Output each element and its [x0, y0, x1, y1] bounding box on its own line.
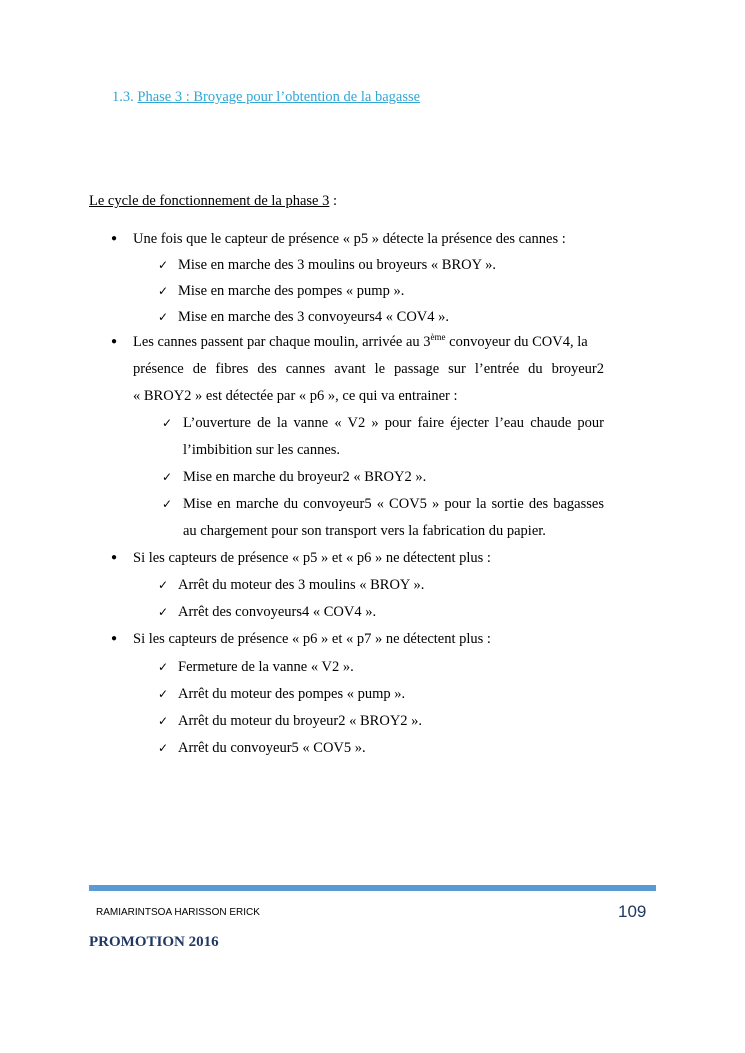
check-1-3: Mise en marche des 3 convoyeurs4 « COV4 ». [178, 309, 450, 325]
checkmark-icon: ✓ [158, 310, 169, 324]
check-2-3-line-2: au chargement pour son transport vers la fabrication du papier. [183, 523, 546, 539]
check-3-2: Arrêt des convoyeurs4 « COV4 ». [178, 604, 377, 620]
check-2-3-line-1: Mise en marche du convoyeur5 « COV5 » pour la sortie des bagasses [183, 496, 604, 512]
page-number: 109 [618, 902, 647, 921]
bullet-2-line-3: « BROY2 » est détectée par « p6 », ce qui va entrainer : [133, 388, 458, 404]
bullet-2-line-1: Les cannes passent par chaque moulin, arrivée au 3ème convoyeur du COV4, la [133, 332, 588, 350]
footer-promotion: PROMOTION 2016 [89, 934, 219, 950]
bullet-2-line-2: présence de fibres des cannes avant le passage sur l’entrée du broyeur2 [133, 361, 604, 377]
checkmark-icon: ✓ [158, 605, 169, 619]
footer-author: RAMIARINTSOA HARISSON ERICK [96, 907, 260, 918]
checkmark-icon: ✓ [158, 284, 169, 298]
check-2-1-line-1: L’ouverture de la vanne « V2 » pour faire éjecter l’eau chaude pour [183, 415, 604, 431]
check-4-3: Arrêt du moteur du broyeur2 « BROY2 ». [178, 713, 423, 729]
checkmark-icon: ✓ [162, 416, 173, 430]
check-4-4: Arrêt du convoyeur5 « COV5 ». [178, 740, 366, 756]
check-1-2: Mise en marche des pompes « pump ». [178, 283, 405, 299]
section-number: 1.3. [112, 89, 134, 105]
bullet-4-text: Si les capteurs de présence « p6 » et « p7 » ne détectent plus : [133, 631, 491, 647]
checkmark-icon: ✓ [158, 578, 169, 592]
bullet-3-text: Si les capteurs de présence « p5 » et « p6 » ne détectent plus : [133, 550, 491, 566]
ordinal-superscript: ème [430, 332, 446, 342]
section-heading [112, 89, 420, 106]
intro-suffix: : [329, 193, 338, 209]
checkmark-icon: ✓ [158, 258, 169, 272]
bullet-icon: ● [111, 336, 118, 347]
bullet-1-text: Une fois que le capteur de présence « p5 » détecte la présence des cannes : [133, 231, 566, 247]
check-2-1-line-2: l’imbibition sur les cannes. [183, 442, 341, 458]
check-4-2: Arrêt du moteur des pompes « pump ». [178, 686, 406, 702]
footer-divider [89, 885, 656, 891]
checkmark-icon: ✓ [162, 470, 173, 484]
checkmark-icon: ✓ [162, 497, 173, 511]
check-4-1: Fermeture de la vanne « V2 ». [178, 659, 354, 675]
checkmark-icon: ✓ [158, 714, 169, 728]
check-1-1: Mise en marche des 3 moulins ou broyeurs « BROY ». [178, 257, 497, 273]
intro-underlined: Le cycle de fonctionnement de la phase 3 [89, 193, 330, 209]
checkmark-icon: ✓ [158, 660, 169, 674]
checkmark-icon: ✓ [158, 741, 169, 755]
intro-line [89, 193, 337, 210]
bullet-icon: ● [111, 552, 118, 563]
section-title-link[interactable]: Phase 3 : Broyage pour l’obtention de la bagasse [137, 89, 421, 105]
bullet-icon: ● [111, 633, 118, 644]
check-2-2: Mise en marche du broyeur2 « BROY2 ». [183, 469, 427, 485]
bullet-icon: ● [111, 233, 118, 244]
checkmark-icon: ✓ [158, 687, 169, 701]
check-3-1: Arrêt du moteur des 3 moulins « BROY ». [178, 577, 425, 593]
